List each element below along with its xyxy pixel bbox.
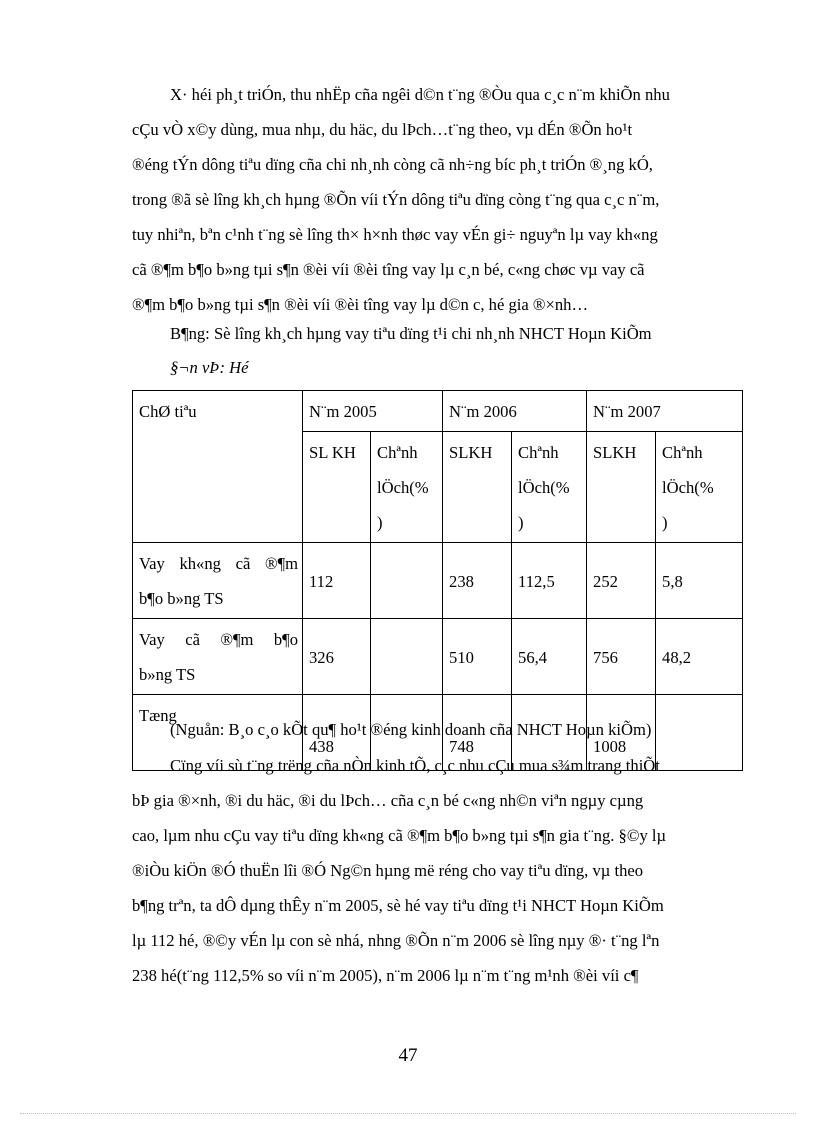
- unit-label: §¬n vÞ: Hé: [170, 358, 249, 377]
- paragraph-line: b¶ng trªn, ta dÔ dµng thÊy n¨m 2005, sè hé vay tiªu dïng t¹i NHCT Hoµn KiÕm: [132, 896, 664, 915]
- subheader-change: [512, 432, 587, 543]
- paragraph-line: X· héi ph¸t triÓn, thu nhËp cña ngêi d©n t¨ng ®Òu qua c¸c n¨m khiÕn nhu: [170, 85, 670, 104]
- subheader-change-line: lÖch(%: [518, 478, 570, 497]
- header-criterion: ChØ tiªu: [133, 391, 303, 543]
- row-label-line: b»ng TS: [139, 665, 196, 684]
- paragraph-line: ®iÒu kiÖn ®Ó thuËn lîi ®Ó Ng©n hµng më réng cho vay tiªu dïng, vµ theo: [132, 861, 644, 880]
- subheader-count: SL KH: [303, 432, 371, 543]
- subheader-count: SLKH: [443, 432, 512, 543]
- table-cell: [371, 619, 443, 695]
- table-cell: 112,5: [512, 543, 587, 619]
- header-year: N¨m 2007: [587, 391, 743, 432]
- row-label-line: Vay kh«ng cã ®¶m: [139, 554, 298, 573]
- paragraph-1: [132, 77, 742, 322]
- paragraph-line: Cïng víi sù t¨ng trëng cña nÒn kinh tÕ, c¸c nhu cÇu mua s¾m trang thiÕt: [170, 756, 660, 775]
- row-label: [133, 619, 303, 695]
- table-cell: 748: [443, 695, 512, 771]
- table-row: [133, 619, 743, 695]
- header-year: N¨m 2005: [303, 391, 443, 432]
- paragraph-line: ®¶m b¶o b»ng tµi s¶n ®èi víi ®èi tîng vay lµ d©n c, hé gia ®×nh…: [132, 295, 589, 314]
- paragraph-line: tuy nhiªn, bªn c¹nh t¨ng sè lîng th× h×nh thøc vay vÉn gi÷ nguyªn lµ vay kh«ng: [132, 225, 658, 244]
- page-bottom-rule: [20, 1113, 796, 1114]
- table-cell: 48,2: [656, 619, 743, 695]
- subheader-change-line: Chªnh: [377, 443, 418, 462]
- header-year: N¨m 2006: [443, 391, 587, 432]
- table-row: [133, 543, 743, 619]
- subheader-change-line: ): [377, 513, 383, 532]
- row-label-line: Tæng: [139, 706, 177, 725]
- table-cell: 252: [587, 543, 656, 619]
- table-cell: 510: [443, 619, 512, 695]
- subheader-change-line: Chªnh: [518, 443, 559, 462]
- paragraph-line: bÞ gia ®×nh, ®i du häc, ®i du lÞch… cña c¸n bé c«ng nh©n viªn ngµy cµng: [132, 791, 644, 810]
- paragraph-line: cÇu vÒ x©y dùng, mua nhµ, du häc, du lÞch…t¨ng theo, vµ dÉn ®Õn ho¹t: [132, 120, 633, 139]
- table-source: (Nguån: B¸o c¸o kÕt qu¶ ho¹t ®éng kinh doanh cña NHCT Hoµn kiÕm): [170, 720, 652, 739]
- table-cell: [371, 543, 443, 619]
- subheader-change-line: ): [662, 513, 668, 532]
- table-cell: 326: [303, 619, 371, 695]
- paragraph-line: cã ®¶m b¶o b»ng tµi s¶n ®èi víi ®èi tîng vay lµ c¸n bé, c«ng chøc vµ vay cã: [132, 260, 645, 279]
- paragraph-line: 238 hé(t¨ng 112,5% so víi n¨m 2005), n¨m 2006 lµ n¨m t¨ng m¹nh ®èi víi c¶: [132, 966, 639, 985]
- paragraph-line: cao, lµm nhu cÇu vay tiªu dïng kh«ng cã ®¶m b¶o b»ng tµi s¶n gia t¨ng. §©y lµ: [132, 826, 667, 845]
- row-label: [133, 543, 303, 619]
- subheader-change-line: lÖch(%: [662, 478, 714, 497]
- table-caption: B¶ng: Sè lîng kh¸ch hµng vay tiªu dïng t¹i chi nh¸nh NHCT Hoµn KiÕm: [170, 324, 652, 343]
- subheader-change-line: ): [518, 513, 524, 532]
- subheader-change-line: lÖch(%: [377, 478, 429, 497]
- table-cell: 112: [303, 543, 371, 619]
- table-cell: 238: [443, 543, 512, 619]
- table-cell: 1008: [587, 695, 656, 771]
- table-cell: 756: [587, 619, 656, 695]
- table-cell: 5,8: [656, 543, 743, 619]
- page-number: 47: [398, 1045, 418, 1066]
- row-label-line: b¶o b»ng TS: [139, 589, 224, 608]
- subheader-change-line: Chªnh: [662, 443, 703, 462]
- table-header-row: [133, 391, 743, 432]
- paragraph-2: [132, 748, 742, 993]
- subheader-change: [656, 432, 743, 543]
- paragraph-line: trong ®ã sè lîng kh¸ch hµng ®Õn víi tÝn dông tiªu dïng còng t¨ng qua c¸c n¨m,: [132, 190, 660, 209]
- table-cell: 438: [303, 695, 371, 771]
- subheader-change: [371, 432, 443, 543]
- subheader-count: SLKH: [587, 432, 656, 543]
- customer-table: [132, 390, 743, 771]
- row-label-line: Vay cã ®¶m b¶o: [139, 630, 298, 649]
- paragraph-line: ®éng tÝn dông tiªu dïng cña chi nh¸nh còng cã nh÷ng bíc ph¸t triÓn ®¸ng kÓ,: [132, 155, 653, 174]
- table-cell: 56,4: [512, 619, 587, 695]
- paragraph-line: lµ 112 hé, ®©y vÉn lµ con sè nhá, nhng ®Õn n¨m 2006 sè lîng nµy ®· t¨ng lªn: [132, 931, 660, 950]
